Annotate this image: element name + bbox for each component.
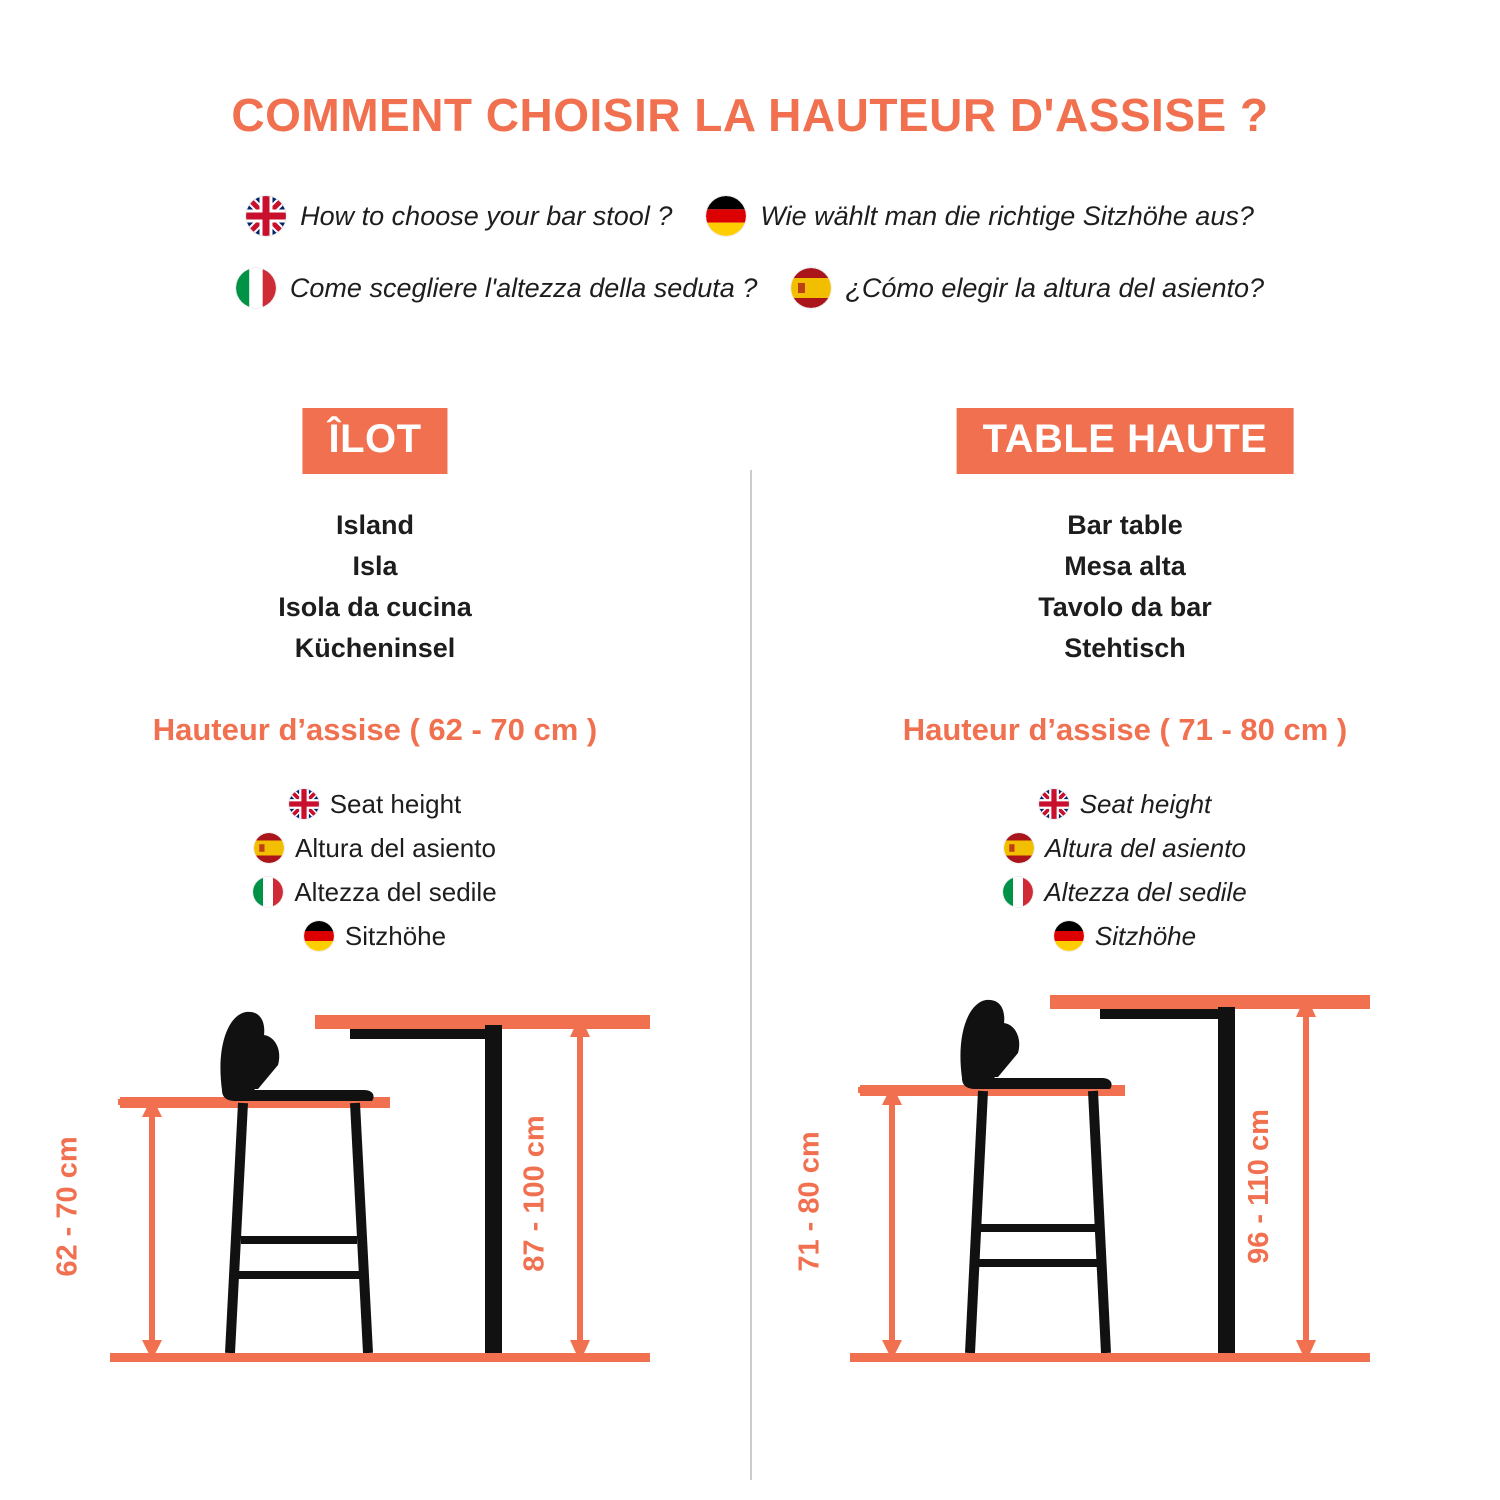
island-seat-label-de [0, 914, 750, 958]
bar-table-seat-text-es: Altura del asiento [1045, 832, 1246, 863]
island-seat-label-en [0, 782, 750, 826]
island-translation-en: Island [335, 510, 415, 540]
bar-table-translation-en: Bar table [1067, 510, 1183, 540]
island-translation-de: Kücheninsel [294, 633, 456, 663]
bar-table-seat-height-range: Hauteur d’assise ( 71 - 80 cm ) [902, 712, 1348, 747]
bar-table-translation-de: Stehtisch [1064, 633, 1186, 663]
bar-table-seat-label-it [750, 870, 1500, 914]
bar-table-diagram [750, 985, 1500, 1385]
island-counter-dimension-label: 87 - 100 cm [518, 1115, 551, 1272]
flag-it-icon [253, 877, 283, 907]
island-seat-height-range: Hauteur d’assise ( 62 - 70 cm ) [152, 712, 598, 747]
language-label-it: Come scegliere l'altezza della seduta ? [289, 272, 758, 303]
island-translations [0, 505, 750, 669]
bar-table-seat-text-it: Altezza del sedile [1044, 876, 1247, 907]
bar-table-seat-dimension-label: 71 - 80 cm [793, 1131, 826, 1272]
language-label-en: How to choose your bar stool ? [300, 200, 673, 231]
badge-island: ÎLOT [302, 408, 447, 474]
island-translation-it: Isola da cucina [278, 592, 472, 622]
island-seat-text-de: Sitzhöhe [344, 920, 447, 951]
flag-es-icon [254, 833, 284, 863]
bar-table-translations [750, 505, 1500, 669]
island-seat-label-it [0, 870, 750, 914]
badge-bar-table: TABLE HAUTE [957, 408, 1294, 474]
flag-de-icon [1054, 921, 1084, 951]
bar-table-seat-labels [750, 782, 1500, 958]
island-seat-text-it: Altezza del sedile [294, 876, 497, 907]
island-seat-label-es [0, 826, 750, 870]
island-diagram [0, 985, 750, 1385]
bar-table-seat-label-en [750, 782, 1500, 826]
page-title: COMMENT CHOISIR LA HAUTEUR D'ASSISE ? [231, 89, 1269, 141]
island-translation-es: Isla [352, 551, 398, 581]
bar-table-seat-text-de: Sitzhöhe [1094, 920, 1197, 951]
flag-uk-icon [1039, 789, 1069, 819]
flag-de-icon [304, 921, 334, 951]
flag-uk-icon [289, 789, 319, 819]
column-bar-table [750, 0, 1500, 1500]
bar-table-seat-text-en: Seat height [1079, 788, 1212, 819]
language-label-de: Wie wählt man die richtige Sitzhöhe aus? [760, 200, 1254, 231]
flag-es-icon [1004, 833, 1034, 863]
island-seat-text-en: Seat height [329, 788, 462, 819]
bar-table-height-dimension-label: 96 - 110 cm [1242, 1109, 1275, 1264]
language-label-es: ¿Cómo elegir la altura del asiento? [845, 272, 1265, 303]
flag-it-icon [1003, 877, 1033, 907]
bar-table-translation-es: Mesa alta [1064, 551, 1186, 581]
island-seat-dimension-label: 62 - 70 cm [51, 1136, 84, 1277]
bar-table-seat-label-de [750, 914, 1500, 958]
bar-table-seat-label-es [750, 826, 1500, 870]
bar-table-translation-it: Tavolo da bar [1038, 592, 1212, 622]
island-seat-labels [0, 782, 750, 958]
island-seat-text-es: Altura del asiento [295, 832, 496, 863]
